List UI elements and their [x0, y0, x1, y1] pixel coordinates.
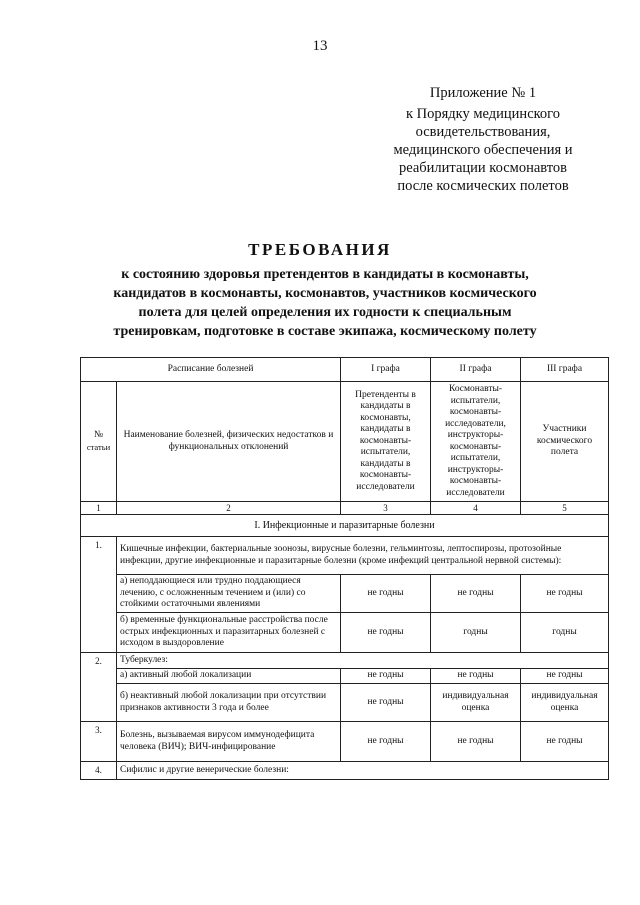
g2-line: космонавты- [449, 476, 502, 486]
appendix-line: освидетельствования, [415, 124, 551, 140]
g1-line: кандидаты в [360, 458, 411, 469]
g2-line: космонавты- [449, 441, 502, 452]
document-title: ТРЕБОВАНИЯ [248, 240, 392, 259]
condition-text: б) временные функциональные расстройства после острых инфекционных и паразитарных болезней с исходом в выздоровление [117, 613, 341, 653]
subtitle-line: кандидатов в космонавты, космонавтов, участников космического [113, 286, 537, 301]
g2-line: испытатели, [450, 395, 501, 406]
subtitle-line: полета для целей определения их годности к специальным [138, 305, 512, 320]
column-number: 5 [521, 502, 609, 515]
verdict-g2: индивидуальная оценка [431, 684, 521, 722]
verdict-g1: не годны [341, 684, 431, 722]
g1-line: космонавты, [360, 412, 411, 423]
column-number: 3 [341, 502, 431, 515]
article-number: 2. [81, 653, 117, 722]
appendix-line: после космических полетов [397, 178, 569, 194]
condition-text: Болезнь, вызываемая вирусом иммунодефицита человека (ВИЧ); ВИЧ-инфицирование [117, 722, 341, 762]
header-g3 [521, 382, 609, 502]
verdict-g3: индивидуальная оценка [521, 684, 609, 722]
g1-line: Претенденты в [355, 389, 416, 400]
g3-line: Участники [542, 424, 587, 435]
verdict-g1: не годны [341, 669, 431, 684]
g2-line: Космонавты- [448, 384, 503, 394]
page-number: 13 [312, 38, 328, 54]
verdict-g2: не годны [431, 722, 521, 762]
g2-line: инструкторы- [447, 430, 504, 440]
g2-line: исследователи, [445, 418, 506, 429]
header-col2: II графа [431, 358, 521, 382]
appendix-block [378, 84, 588, 195]
condition-text: б) неактивный любой локализации при отсутствии признаков активности 3 года и более [117, 684, 341, 722]
article-text: Сифилис и другие венерические болезни: [117, 762, 609, 780]
subtitle-line: тренировкам, подготовке в составе экипажа, космическому полету [113, 324, 537, 339]
g3-line: космического [536, 435, 593, 446]
document-subtitle [90, 265, 560, 341]
g2-line: исследователи [446, 487, 505, 498]
appendix-title: Приложение № 1 [429, 85, 537, 101]
article-text: Туберкулез: [117, 653, 609, 669]
header-col1: I графа [341, 358, 431, 382]
g3-line: полета [550, 447, 579, 458]
header-name: Наименование болезней, физических недостатков и функциональных отклонений [117, 382, 341, 502]
appendix-line: к Порядку медицинского [405, 106, 561, 122]
g1-line: кандидаты в [360, 401, 411, 412]
subtitle-line: к состоянию здоровья претендентов в кандидаты в космонавты, [121, 267, 529, 282]
verdict-g3: годны [521, 613, 609, 653]
verdict-g1: не годны [341, 613, 431, 653]
header-g2 [431, 382, 521, 502]
condition-text: а) неподдающиеся или трудно поддающиеся лечению, с осложненным течением и (или) со стойкими остаточными явлениями [117, 575, 341, 613]
g1-line: кандидаты в [360, 424, 411, 435]
header-col3: III графа [521, 358, 609, 382]
verdict-g3: не годны [521, 669, 609, 684]
g2-line: инструкторы- [447, 464, 504, 475]
article-number: 1. [81, 537, 117, 653]
column-number: 2 [117, 502, 341, 515]
verdict-g1: не годны [341, 722, 431, 762]
article-word: статьи [86, 441, 111, 452]
article-number: 4. [81, 762, 117, 780]
appendix-line: реабилитации космонавтов [399, 160, 567, 176]
requirements-table [80, 357, 609, 780]
g1-line: испытатели, [360, 447, 411, 458]
header-article-number [81, 382, 117, 502]
column-number: 1 [81, 502, 117, 515]
g1-line: исследователи [356, 481, 415, 492]
verdict-g2: не годны [431, 669, 521, 684]
g2-line: испытатели, [450, 453, 501, 463]
verdict-g2: годны [431, 613, 521, 653]
g1-line: космонавты- [359, 435, 412, 446]
article-text: Кишечные инфекции, бактериальные зоонозы, вирусные болезни, гельминтозы, лептоспирозы, протозойные инфекции, другие инфекционные и паразитарные болезни (кроме инфекций центральной нервной системы): [117, 537, 609, 575]
g2-line: космонавты- [449, 407, 502, 417]
section-heading: I. Инфекционные и паразитарные болезни [81, 515, 609, 537]
verdict-g1: не годны [341, 575, 431, 613]
appendix-line: медицинского обеспечения и [393, 142, 573, 158]
header-schedule: Расписание болезней [81, 358, 341, 382]
article-number: 3. [81, 722, 117, 762]
verdict-g3: не годны [521, 722, 609, 762]
header-g1 [341, 382, 431, 502]
verdict-g3: не годны [521, 575, 609, 613]
verdict-g2: не годны [431, 575, 521, 613]
g1-line: космонавты- [359, 470, 412, 481]
column-number: 4 [431, 502, 521, 515]
article-no-sign: № [93, 430, 104, 440]
condition-text: а) активный любой локализации [117, 669, 341, 684]
